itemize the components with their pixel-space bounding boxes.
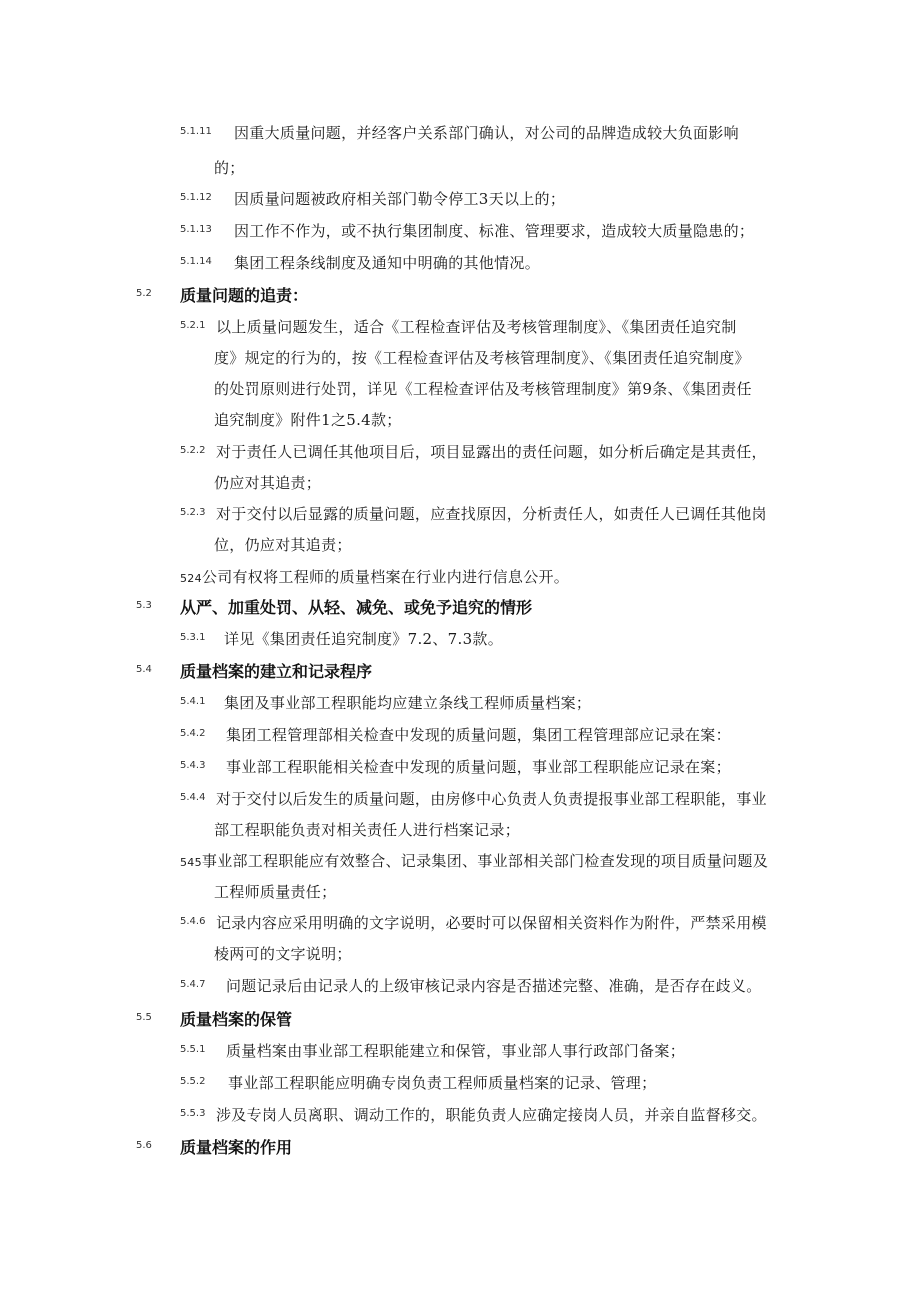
section-heading: 从严、加重处罚、从轻、减免、或免予追究的情形 <box>180 598 533 617</box>
clause-number: 5.2.3 <box>180 507 206 518</box>
clause-number: 5.5.2 <box>180 1076 206 1087</box>
clause-text: 因质量问题被政府相关部门勒令停工3天以上的； <box>234 190 566 208</box>
clause-text: 公司有权将工程师的质量档案在行业内进行信息公开。 <box>201 568 570 586</box>
clause-text: 集团工程管理部相关检查中发现的质量问题，集团工程管理部应记录在案： <box>226 726 731 744</box>
section-number: 5.6 <box>136 1140 152 1151</box>
clause-number: 5.4.7 <box>180 979 206 990</box>
clause-text: 对于责任人已调任其他项目后，项目显露出的责任问题，如分析后确定是其责任， <box>216 443 767 461</box>
clause-number: 5.4.4 <box>180 792 206 803</box>
clause-line <box>180 566 569 587</box>
clause-number: 5.5.1 <box>180 1044 206 1055</box>
clause-text: 事业部工程职能应明确专岗负责工程师质量档案的记录、管理； <box>228 1074 657 1092</box>
clause-number: 545 <box>180 856 202 869</box>
clause-text: 事业部工程职能相关检查中发现的质量问题，事业部工程职能应记录在案； <box>226 758 731 776</box>
section-number: 5.2 <box>136 288 152 299</box>
clause-text: 以上质量问题发生，适合《工程检查评估及考核管理制度》、《集团责任追究制 <box>216 318 737 336</box>
section-number: 5.4 <box>136 664 152 675</box>
clause-text: 因工作不作为，或不执行集团制度、标准、管理要求，造成较大质量隐患的； <box>234 222 755 240</box>
clause-text-continued: 的处罚原则进行处罚，详见《工程检查评估及考核管理制度》第9条、《集团责任 <box>214 380 752 398</box>
section-heading: 质量档案的作用 <box>180 1138 293 1157</box>
clause-text: 事业部工程职能应有效整合、记录集团、事业部相关部门检查发现的项目质量问题及 <box>201 852 769 870</box>
clause-text-continued: 工程师质量责任； <box>214 883 337 901</box>
clause-text: 集团工程条线制度及通知中明确的其他情况。 <box>234 254 541 272</box>
clause-number: 5.4.6 <box>180 916 206 927</box>
clause-text: 详见《集团责任追究制度》7.2、7.3款。 <box>224 630 504 648</box>
clause-text: 问题记录后由记录人的上级审核记录内容是否描述完整、准确，是否存在歧义。 <box>226 977 762 995</box>
clause-text-continued: 仍应对其追责； <box>214 474 322 492</box>
clause-number: 5.1.12 <box>180 192 212 203</box>
clause-text-continued: 棱两可的文字说明； <box>214 945 352 963</box>
clause-text: 记录内容应采用明确的文字说明，必要时可以保留相关资料作为附件，严禁采用模 <box>216 914 767 932</box>
clause-number: 5.4.1 <box>180 696 206 707</box>
clause-line <box>180 850 768 871</box>
clause-number: 5.3.1 <box>180 632 206 643</box>
clause-text-continued: 度》规定的行为的，按《工程检查评估及考核管理制度》、《集团责任追究制度》 <box>214 349 750 367</box>
clause-text: 对于交付以后发生的质量问题，由房修中心负责人负责提报事业部工程职能，事业 <box>216 790 767 808</box>
clause-text-continued: 部工程职能负责对相关责任人进行档案记录； <box>214 821 521 839</box>
clause-text-continued: 的； <box>214 159 245 177</box>
clause-text: 对于交付以后显露的质量问题，应查找原因，分析责任人，如责任人已调任其他岗 <box>216 505 767 523</box>
clause-number: 5.1.13 <box>180 224 212 235</box>
clause-number: 5.4.3 <box>180 760 206 771</box>
clause-text: 集团及事业部工程职能均应建立条线工程师质量档案； <box>224 694 592 712</box>
clause-number: 5.2.1 <box>180 320 206 331</box>
clause-number: 5.5.3 <box>180 1108 206 1119</box>
clause-text: 质量档案由事业部工程职能建立和保管，事业部人事行政部门备案； <box>226 1042 686 1060</box>
section-number: 5.5 <box>136 1012 152 1023</box>
clause-text: 涉及专岗人员离职、调动工作的，职能负责人应确定接岗人员，并亲自监督移交。 <box>216 1106 767 1124</box>
section-number: 5.3 <box>136 600 152 611</box>
clause-text-continued: 位，仍应对其追责； <box>214 536 352 554</box>
clause-number: 5.1.14 <box>180 256 212 267</box>
clause-number: 524 <box>180 572 202 585</box>
clause-text: 因重大质量问题，并经客户关系部门确认，对公司的品牌造成较大负面影响 <box>234 124 739 142</box>
clause-number: 5.4.2 <box>180 728 206 739</box>
clause-number: 5.2.2 <box>180 445 206 456</box>
section-heading: 质量档案的保管 <box>180 1010 293 1029</box>
clause-number: 5.1.11 <box>180 126 212 137</box>
section-heading: 质量档案的建立和记录程序 <box>180 662 373 681</box>
clause-text-continued: 追究制度》附件1之5.4款； <box>214 411 402 429</box>
section-heading: 质量问题的追责： <box>180 286 309 305</box>
